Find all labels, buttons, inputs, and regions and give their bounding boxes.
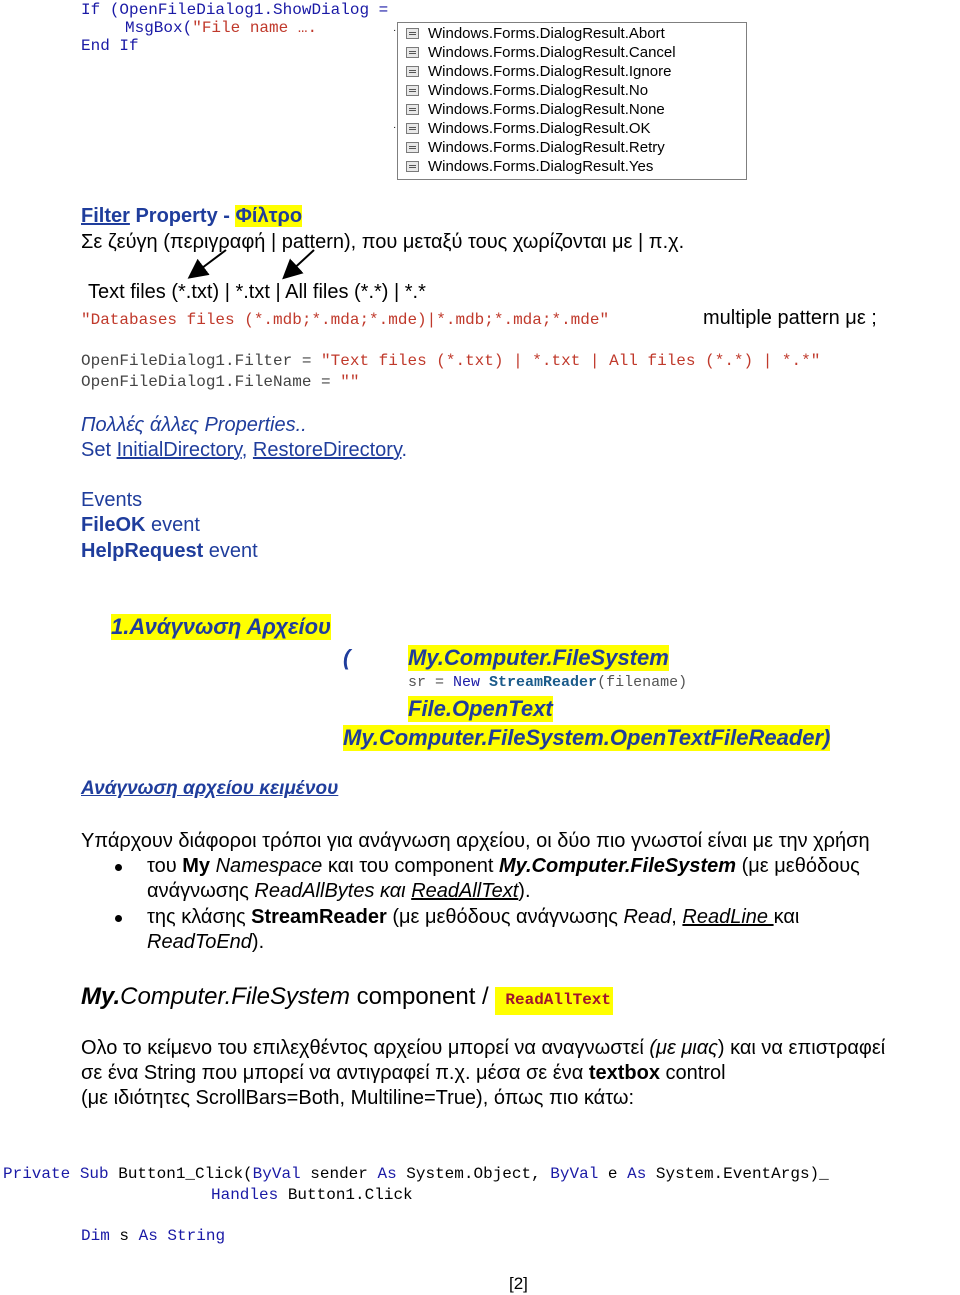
event-name: HelpRequest [81,540,204,562]
code-keyword: Dim [81,1227,110,1245]
para-line-2 [81,1062,726,1085]
code-keyword: As [377,1165,397,1183]
code-text: (filename) [597,674,688,691]
list-dot: · [393,122,397,133]
list-item[interactable] [398,119,746,138]
enum-icon [406,161,419,172]
enum-icon [406,142,419,153]
filter-title-greek: Φίλτρο [235,205,303,227]
component-heading [81,983,613,1011]
text-bold: My [182,855,211,877]
code-sub-line [3,1165,829,1183]
text: component / [349,983,496,1010]
bullet-icon [115,915,122,922]
list-item[interactable] [398,62,746,81]
fileok-event [81,514,200,537]
arrow-icon [194,250,226,274]
bullet-2-line-2 [147,931,264,954]
text: control [659,1062,726,1084]
enum-icon [406,123,419,134]
filter-example: Text files (*.txt) | *.txt | All files (*.*) | *.* [88,281,426,303]
code-text: Button1_Click( [118,1165,253,1183]
text-bold: StreamReader [251,906,387,928]
list-item[interactable] [398,138,746,157]
reading-subtitle: Ανάγνωση αρχείου κειμένου [81,778,339,799]
list-item-label: Windows.Forms.DialogResult.None [428,101,665,118]
list-item[interactable] [398,24,746,43]
enum-icon [406,104,419,115]
reading-title: 1.Ανάγνωση Αρχείου [111,614,332,639]
readalltext-code: ReadAllText [495,987,613,1015]
text-italic: (με μιας [649,1037,718,1059]
text: και [773,906,800,928]
para-line-3: (με ιδιότητες ScrollBars=Both, Multiline=True), όπως πιο κάτω: [81,1087,635,1109]
text: ανάγνωσης [147,880,255,902]
code-text: MsgBox( [125,19,193,37]
code-handles-line [211,1186,413,1204]
bullet-1-line-1 [147,855,860,878]
text-italic: ReadToEnd [147,931,252,953]
restoredirectory-link: RestoreDirectory [252,439,402,461]
text: της κλάσης [147,906,252,928]
list-item[interactable] [398,157,746,176]
code-text: System.Object, [396,1165,551,1183]
code-line-msgbox [125,19,317,37]
code-text: System.EventArgs)_ [646,1165,829,1183]
list-item[interactable] [398,100,746,119]
code-line-if [81,1,388,19]
list-item-label: Windows.Forms.DialogResult.Cancel [428,44,676,61]
page-number: [2] [509,1274,528,1293]
list-item-label: Windows.Forms.DialogResult.Yes [428,158,654,175]
readalltext-link: ReadAllText [411,880,519,902]
code-keyword: String [157,1227,226,1245]
code-keyword: As [627,1165,647,1183]
paren-open: ( [343,645,351,670]
code-keyword: ByVal [252,1165,301,1183]
code-keyword: As [138,1227,158,1245]
enum-icon [406,28,419,39]
text: , [671,906,683,928]
event-suffix: event [145,514,200,536]
code-keyword: Private Sub [3,1165,119,1183]
intellisense-list[interactable] [397,22,747,180]
event-suffix: event [203,540,258,562]
list-item-label: Windows.Forms.DialogResult.No [428,82,649,99]
events-title: Events [81,489,143,511]
text-bold: My. [81,983,121,1010]
text: . [401,439,408,461]
code-filter-line [81,352,820,370]
databases-code: "Databases files (*.mdb;*.mda;*.mde)|*.mdb;*.mda;*.mde" [81,311,610,329]
code-dim-line [81,1227,225,1245]
filter-title-link: Filter [81,205,130,227]
code-line-endif: End If [81,37,139,55]
text: Set [81,439,117,461]
code-string: "Text files (*.txt) | *.txt | All files (*.*) | *.*" [321,352,821,370]
text-italic: Namespace [210,855,323,877]
list-dot: · [393,25,397,36]
code-text: OpenFileDialog1.FileName = [81,373,341,391]
code-filename-line [81,373,359,391]
text: και του component [322,855,499,877]
text-bold: My.Computer.FileSystem [498,855,737,877]
text-bold: textbox [588,1062,660,1084]
text: ). [251,931,265,953]
enum-icon [406,47,419,58]
set-directories [81,439,407,462]
code-keyword: New [453,674,490,691]
arrow-icon [288,250,314,274]
code-string: "" [340,373,360,391]
bullet-2-line-1 [147,906,799,929]
many-properties: Πολλές άλλες Properties.. [81,414,307,436]
multiple-pattern-note [703,307,877,330]
enum-icon [406,85,419,96]
readline-link: ReadLine [682,906,774,928]
code-string: "File name …. [192,19,318,37]
my-filesystem: My.Computer.FileSystem [408,645,669,670]
text-italic: ReadAllBytes και [254,880,412,902]
list-item[interactable] [398,43,746,62]
bullet-1-line-2 [147,880,531,903]
code-class: StreamReader [489,674,598,691]
text: ). [518,880,531,902]
enum-icon [406,66,419,77]
list-item-label: Windows.Forms.DialogResult.Retry [428,139,665,156]
event-name: FileOK [81,514,146,536]
list-item-label: Windows.Forms.DialogResult.Abort [428,25,665,42]
list-item-label: Windows.Forms.DialogResult.OK [428,120,651,137]
para-line-1 [81,1037,885,1060]
code-keyword: ByVal [550,1165,599,1183]
text: σε ένα String που μπορεί να αντιγραφεί π.χ. μέσα σε ένα [81,1062,589,1084]
code-text: e [598,1165,628,1183]
text: , [241,439,253,461]
text: ) και να επιστραφεί [717,1037,886,1059]
text: του [147,855,183,877]
code-text: sender [300,1165,378,1183]
code-text: (OpenFileDialog1.ShowDialog = [109,1,389,19]
filter-title-text: Property - [129,205,236,227]
text-italic: Computer.FileSystem [120,983,350,1010]
initialdirectory-link: InitialDirectory [116,439,242,461]
streamreader-code [408,674,687,691]
code-keyword: If [81,1,101,19]
code-text: s [109,1227,139,1245]
code-text: OpenFileDialog1.Filter = [81,352,322,370]
text-italic: Read [623,906,672,928]
text: Ολο το κείμενο του επιλεχθέντος αρχείου μπορεί να αναγνωστεί [81,1037,650,1059]
filter-description: Σε ζεύγη (περιγραφή | pattern), που μεταξύ τους χωρίζονται με | π.χ. [81,231,685,253]
note-text: multiple pattern με ; [703,307,877,329]
text: (με μεθόδους ανάγνωσης [386,906,624,928]
code-text: sr = [408,674,454,691]
text: (με μεθόδους [736,855,860,877]
opentextfilereader: My.Computer.FileSystem.OpenTextFileReader) [343,725,831,750]
list-item-label: Windows.Forms.DialogResult.Ignore [428,63,672,80]
file-opentext: File.OpenText [408,696,553,721]
filter-heading [81,205,302,228]
helprequest-event [81,540,258,563]
arrow-icons [180,244,320,284]
code-text: Button1.Click [278,1186,413,1204]
code-keyword: Handles [211,1186,279,1204]
bullet-icon [115,864,122,871]
intro-text: Υπάρχουν διάφοροι τρόποι για ανάγνωση αρχείου, οι δύο πιο γνωστοί είναι με την χρήση [81,830,870,852]
list-item[interactable] [398,81,746,100]
